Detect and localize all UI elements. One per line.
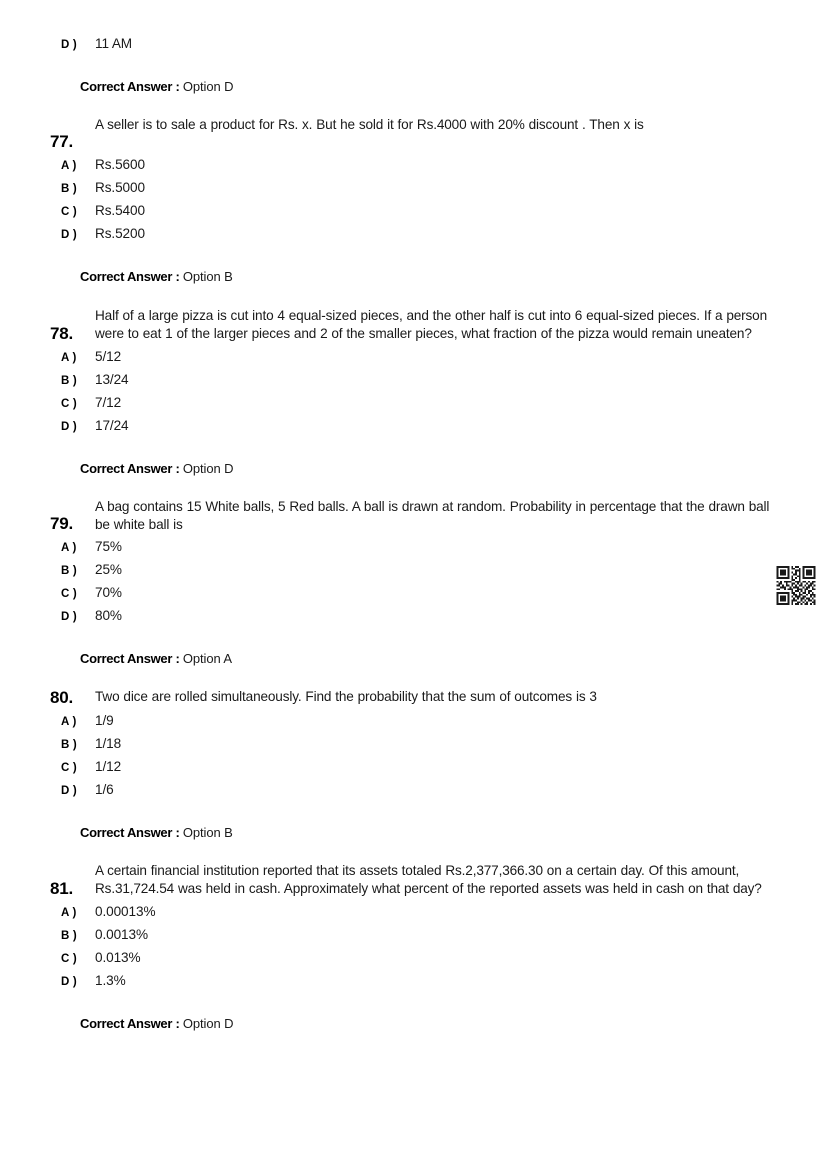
- option-label-d: D ): [61, 785, 77, 797]
- option-text-b: 25%: [95, 562, 122, 577]
- correct-answer-row: [80, 461, 826, 476]
- correct-answer-label: Correct Answer :: [80, 79, 180, 94]
- option-text-c: 0.013%: [95, 950, 141, 965]
- option-row-d[interactable]: [0, 418, 826, 441]
- option-row-a[interactable]: [0, 349, 826, 372]
- option-label-b: B ): [61, 565, 77, 577]
- option-label-a: A ): [61, 160, 77, 172]
- correct-answer-value: Option D: [182, 1016, 234, 1031]
- option-label-d: D ): [61, 229, 77, 241]
- spacer: [0, 441, 826, 461]
- option-text-a: 1/9: [95, 713, 114, 728]
- option-row-c[interactable]: [0, 759, 826, 782]
- option-label-b: B ): [61, 930, 77, 942]
- option-label-a: A ): [61, 716, 77, 728]
- option-text-d: 11 AM: [95, 36, 133, 51]
- option-row-d[interactable]: [0, 782, 826, 805]
- option-label-d: D ): [61, 611, 77, 623]
- option-row-a[interactable]: [0, 904, 826, 927]
- correct-answer-row: [80, 651, 826, 666]
- option-row-c[interactable]: [0, 950, 826, 973]
- option-text-d: 17/24: [95, 418, 129, 433]
- correct-answer-row: [80, 79, 826, 94]
- option-label-a: A ): [61, 907, 77, 919]
- spacer: [0, 996, 826, 1016]
- options-list: [0, 713, 826, 805]
- option-row-b[interactable]: [0, 372, 826, 395]
- question-text: Half of a large pizza is cut into 4 equal-sized pieces, and the other half is cut into 6 equal-sized pieces. If a person were to eat 1 of the larger pieces and 2 of the smaller pieces, what fraction of the pizza would remain uneaten?: [95, 308, 767, 341]
- option-label-c: C ): [61, 206, 77, 218]
- question-text: Two dice are rolled simultaneously. Find the probability that the sum of outcomes is 3: [95, 689, 597, 704]
- partial-question-top: [0, 0, 826, 94]
- option-text-d: 80%: [95, 608, 122, 623]
- correct-answer-label: Correct Answer :: [80, 1016, 180, 1031]
- correct-answer-row: [80, 825, 826, 840]
- question-number: 81.: [50, 879, 74, 898]
- option-row-c[interactable]: [0, 395, 826, 418]
- option-text-a: Rs.5600: [95, 157, 145, 172]
- option-label-a: A ): [61, 352, 77, 364]
- spacer: [0, 59, 826, 79]
- option-text-b: 1/18: [95, 736, 122, 751]
- qr-code-svg: [776, 566, 816, 605]
- option-text-b: 0.0013%: [95, 927, 148, 942]
- correct-answer-value: Option D: [182, 79, 234, 94]
- option-row-b[interactable]: [0, 736, 826, 759]
- qr-code: [776, 566, 816, 605]
- option-label-d: D ): [61, 976, 77, 988]
- option-text-d: 1.3%: [95, 973, 126, 988]
- option-label-c: C ): [61, 953, 77, 965]
- option-text-c: 1/12: [95, 759, 122, 774]
- question-78: [0, 307, 826, 476]
- question-stem-row: [0, 498, 826, 534]
- question-number: 78.: [50, 324, 74, 343]
- question-stem-row: [0, 116, 826, 151]
- question-number: 79.: [50, 514, 74, 533]
- spacer: [0, 631, 826, 651]
- option-row-d[interactable]: [0, 226, 826, 249]
- option-label-a: A ): [61, 542, 77, 554]
- option-label-c: C ): [61, 398, 77, 410]
- options-list: [0, 157, 826, 249]
- option-label-b: B ): [61, 183, 77, 195]
- option-row-a[interactable]: [0, 539, 826, 562]
- correct-answer-label: Correct Answer :: [80, 461, 180, 476]
- option-text-c: 70%: [95, 585, 122, 600]
- correct-answer-row: [80, 1016, 826, 1031]
- correct-answer-row: [80, 269, 826, 284]
- question-79: [0, 498, 826, 666]
- option-row-b[interactable]: [0, 927, 826, 950]
- question-number: 80.: [50, 688, 74, 707]
- options-list: [0, 904, 826, 996]
- option-text-a: 0.00013%: [95, 904, 156, 919]
- question-80: [0, 688, 826, 840]
- option-label-c: C ): [61, 762, 77, 774]
- question-stem-row: [0, 307, 826, 343]
- correct-answer-value: Option D: [182, 461, 234, 476]
- option-label-c: C ): [61, 588, 77, 600]
- option-row-a[interactable]: [0, 157, 826, 180]
- option-row[interactable]: [0, 36, 826, 59]
- option-row-c[interactable]: [0, 203, 826, 226]
- options-list: [0, 539, 826, 631]
- option-row-a[interactable]: [0, 713, 826, 736]
- question-77: [0, 116, 826, 284]
- option-text-b: 13/24: [95, 372, 129, 387]
- option-label-b: B ): [61, 375, 77, 387]
- option-text-c: 7/12: [95, 395, 122, 410]
- correct-answer-value: Option A: [182, 651, 232, 666]
- question-text: A seller is to sale a product for Rs. x. But he sold it for Rs.4000 with 20% discount . Then x is: [95, 117, 644, 132]
- option-text-a: 75%: [95, 539, 122, 554]
- spacer: [0, 249, 826, 269]
- option-label-d: D ): [61, 421, 77, 433]
- question-81: [0, 862, 826, 1031]
- option-text-b: Rs.5000: [95, 180, 145, 195]
- option-text-d: Rs.5200: [95, 226, 145, 241]
- option-text-c: Rs.5400: [95, 203, 145, 218]
- option-label-d: D ): [61, 39, 77, 51]
- correct-answer-label: Correct Answer :: [80, 825, 180, 840]
- question-stem-row: [0, 862, 826, 898]
- option-text-d: 1/6: [95, 782, 114, 797]
- option-row-d[interactable]: [0, 608, 826, 631]
- option-row-c[interactable]: [0, 585, 826, 608]
- options-list: [0, 349, 826, 441]
- spacer: [0, 805, 826, 825]
- correct-answer-value: Option B: [182, 825, 233, 840]
- option-text-a: 5/12: [95, 349, 122, 364]
- correct-answer-label: Correct Answer :: [80, 651, 180, 666]
- question-stem-row: [0, 688, 826, 707]
- question-number: 77.: [50, 132, 74, 151]
- option-label-b: B ): [61, 739, 77, 751]
- option-row-d[interactable]: [0, 973, 826, 996]
- question-text: A bag contains 15 White balls, 5 Red balls. A ball is drawn at random. Probability in percentage that the drawn ball be white ball is: [95, 499, 770, 532]
- option-row-b[interactable]: [0, 562, 826, 585]
- option-row-b[interactable]: [0, 180, 826, 203]
- correct-answer-label: Correct Answer :: [80, 269, 180, 284]
- question-text: A certain financial institution reported that its assets totaled Rs.2,377,366.30 on a certain day. Of this amount, Rs.31,724.54 was held in cash. Approximately what percent of the reported assets was held in cash on that day?: [95, 863, 762, 896]
- correct-answer-value: Option B: [182, 269, 233, 284]
